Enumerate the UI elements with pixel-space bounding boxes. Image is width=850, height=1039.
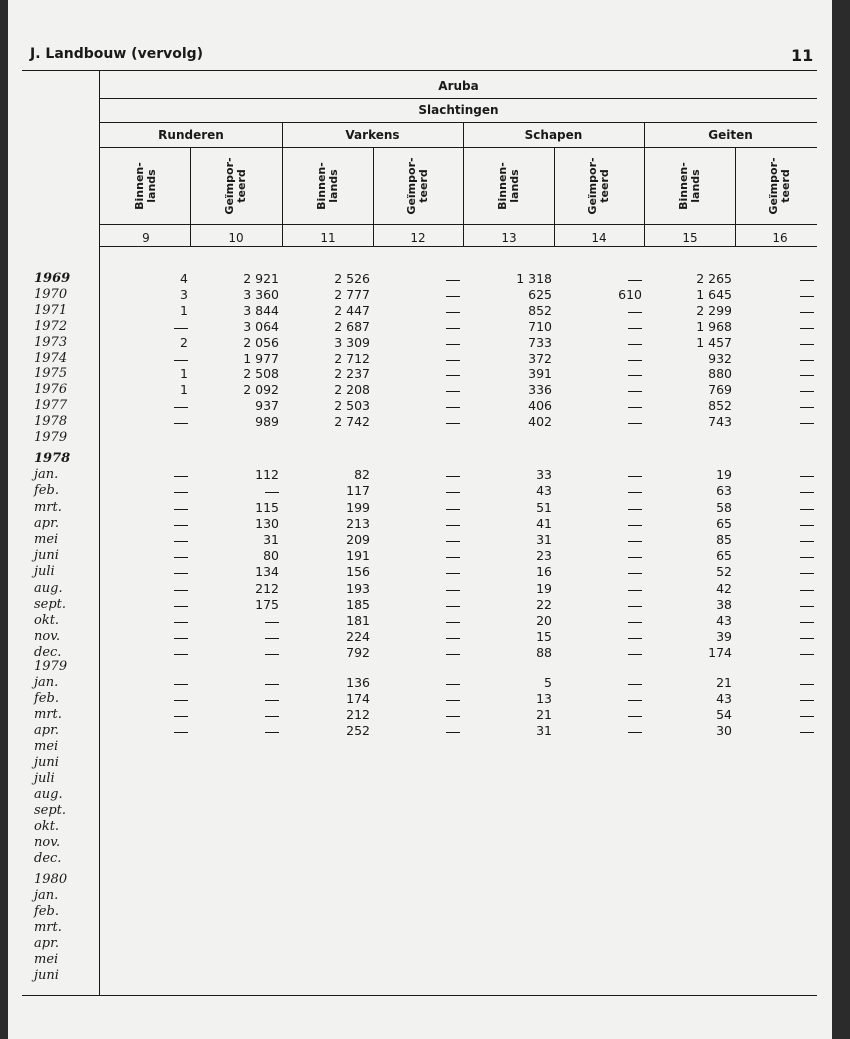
table-cell-dash <box>446 541 460 542</box>
row-label: mrt. <box>34 707 62 722</box>
column-number: 15 <box>682 231 698 245</box>
table-cell: 112 <box>255 467 279 483</box>
table-cell-dash <box>628 732 642 733</box>
table-cell: 31 <box>536 532 552 547</box>
table-cell: 39 <box>716 629 732 645</box>
table-cell-dash <box>446 573 460 574</box>
table-cell: 2 508 <box>243 366 279 382</box>
table-cell-dash <box>628 654 642 655</box>
table-cell-dash <box>174 622 188 623</box>
table-cell: 58 <box>716 499 732 515</box>
table-cell-dash <box>628 590 642 591</box>
table-cell-dash <box>174 684 188 685</box>
table-cell: 191 <box>346 548 370 564</box>
table-cell-dash <box>800 344 814 345</box>
table-cell-dash <box>174 700 188 701</box>
table-cell: 932 <box>708 350 732 366</box>
table-cell-dash <box>446 391 460 392</box>
col-rule-d <box>735 147 736 246</box>
table-cell: 3 360 <box>243 286 279 302</box>
table-cell-dash <box>174 525 188 526</box>
table-cell: 115 <box>255 499 279 515</box>
table-cell-dash <box>174 573 188 574</box>
table-cell: 52 <box>716 564 732 580</box>
table-cell: 224 <box>346 629 370 645</box>
table-cell: 212 <box>255 580 279 596</box>
column-number: 10 <box>228 231 244 245</box>
table-cell: 3 309 <box>334 334 370 350</box>
table-cell-dash <box>628 280 642 281</box>
table-cell-dash <box>628 638 642 639</box>
table-cell: 19 <box>536 580 552 596</box>
table-cell-dash <box>800 312 814 313</box>
table-cell: 2 447 <box>334 302 370 318</box>
table-cell: 33 <box>536 467 552 483</box>
row-label: jan. <box>34 675 59 690</box>
table-cell-dash <box>628 476 642 477</box>
table-cell-dash <box>446 606 460 607</box>
table-cell: 2 092 <box>243 382 279 398</box>
table-cell: 2 712 <box>334 350 370 366</box>
table-cell-dash <box>800 407 814 408</box>
table-cell-dash <box>628 423 642 424</box>
row-label: sept. <box>34 596 67 612</box>
table-cell-dash <box>174 606 188 607</box>
table-cell: 743 <box>708 414 732 430</box>
table-cell-dash <box>800 557 814 558</box>
table-cell-dash <box>174 716 188 717</box>
table-cell: 710 <box>528 318 552 334</box>
table-cell: 733 <box>528 334 552 350</box>
table-cell: 31 <box>536 723 552 738</box>
column-number: 12 <box>410 231 426 245</box>
table-cell-dash <box>174 476 188 477</box>
table-cell-dash <box>628 492 642 493</box>
table-cell: 769 <box>708 382 732 398</box>
table-cell: 2 208 <box>334 382 370 398</box>
table-cell: 43 <box>716 691 732 706</box>
table-cell-dash <box>800 525 814 526</box>
table-cell-dash <box>265 492 279 493</box>
row-label: feb. <box>34 691 59 706</box>
table-cell: 372 <box>528 350 552 366</box>
table-cell-dash <box>174 638 188 639</box>
row-label: 1970 <box>34 286 68 302</box>
table-cell-dash <box>800 590 814 591</box>
row-label: sept. <box>34 803 67 818</box>
table-cell: 610 <box>618 286 642 302</box>
table-cell: 130 <box>255 515 279 531</box>
table-cell-dash <box>628 606 642 607</box>
subcolumn-header: Binnen- lands <box>133 162 158 210</box>
row-label: juni <box>34 755 59 770</box>
table-cell-dash <box>800 732 814 733</box>
row-label: juni <box>34 548 59 564</box>
row-label: mei <box>34 532 59 547</box>
table-cell: 5 <box>544 675 552 690</box>
table-cell-dash <box>800 654 814 655</box>
table-cell: 21 <box>536 707 552 722</box>
table-cell-dash <box>174 492 188 493</box>
table-cell-dash <box>446 312 460 313</box>
table-cell: 174 <box>346 691 370 706</box>
table-cell-dash <box>800 296 814 297</box>
table-cell-dash <box>174 423 188 424</box>
table-cell-dash <box>446 638 460 639</box>
table-cell: 2 237 <box>334 366 370 382</box>
row-label: 1976 <box>34 382 68 398</box>
table-cell-dash <box>628 525 642 526</box>
table-cell-dash <box>446 476 460 477</box>
table-cell: 54 <box>716 707 732 722</box>
table-cell: 174 <box>708 645 732 661</box>
table-cell: 136 <box>346 675 370 690</box>
table-cell-dash <box>628 684 642 685</box>
table-cell-dash <box>174 328 188 329</box>
table-cell: 185 <box>346 596 370 612</box>
table-cell-dash <box>265 622 279 623</box>
row-label: nov. <box>34 629 61 645</box>
table-cell: 80 <box>263 548 279 564</box>
table-cell: 4 <box>180 271 188 286</box>
table-cell: 193 <box>346 580 370 596</box>
row-label: 1978 <box>34 451 71 466</box>
col-rule-b <box>373 147 374 246</box>
table-cell-dash <box>446 423 460 424</box>
table-cell-dash <box>446 509 460 510</box>
row-label: 1979 <box>34 659 68 674</box>
row-label: apr. <box>34 515 59 531</box>
row-label: 1972 <box>34 318 68 334</box>
row-label: okt. <box>34 613 60 628</box>
table-cell-dash <box>800 684 814 685</box>
row-label: 1973 <box>34 334 68 350</box>
row-label: 1978 <box>34 414 68 430</box>
row-label: mrt. <box>34 920 62 935</box>
table-cell: 852 <box>528 302 552 318</box>
table-cell: 85 <box>716 532 732 547</box>
table-cell: 2 777 <box>334 286 370 302</box>
subcolumn-header: Binnen- lands <box>315 162 340 210</box>
stub-rule <box>99 70 100 995</box>
table-cell-dash <box>800 622 814 623</box>
table-cell-dash <box>628 312 642 313</box>
table-cell-dash <box>265 638 279 639</box>
table-cell-dash <box>174 732 188 733</box>
table-cell-dash <box>628 407 642 408</box>
table-cell: 31 <box>263 532 279 547</box>
table-cell-dash <box>174 407 188 408</box>
subcolumn-header: Geïmpor- teerd <box>405 157 430 215</box>
subcolumn-header: Geïmpor- teerd <box>586 157 611 215</box>
table-cell: 880 <box>708 366 732 382</box>
rule-below-aruba <box>100 98 817 99</box>
column-number: 9 <box>142 231 150 245</box>
table-cell-dash <box>446 407 460 408</box>
table-cell: 2 265 <box>696 271 732 286</box>
column-number: 16 <box>772 231 788 245</box>
table-cell: 252 <box>346 723 370 738</box>
table-cell: 156 <box>346 564 370 580</box>
table-cell: 406 <box>528 398 552 414</box>
table-cell-dash <box>265 654 279 655</box>
group-header: Aruba <box>438 79 479 93</box>
page-number: 11 <box>791 46 814 65</box>
table-cell-dash <box>800 606 814 607</box>
table-cell-dash <box>628 360 642 361</box>
table-cell: 213 <box>346 515 370 531</box>
table-cell-dash <box>628 509 642 510</box>
table-cell-dash <box>446 360 460 361</box>
table-cell: 22 <box>536 596 552 612</box>
table-cell: 989 <box>255 414 279 430</box>
row-label: jan. <box>34 467 59 483</box>
animal-header-schapen: Schapen <box>524 128 583 142</box>
table-cell: 209 <box>346 532 370 547</box>
table-cell-dash <box>800 360 814 361</box>
animal-header-runderen: Runderen <box>158 128 224 142</box>
table-cell: 402 <box>528 414 552 430</box>
col-rule-a <box>190 147 191 246</box>
table-cell-dash <box>446 296 460 297</box>
rule-below-colnums <box>100 246 817 247</box>
table-cell-dash <box>800 492 814 493</box>
table-cell: 20 <box>536 613 552 628</box>
subcolumn-header: Binnen- lands <box>496 162 521 210</box>
table-cell-dash <box>446 525 460 526</box>
rule-below-animals <box>100 147 817 148</box>
table-cell-dash <box>800 476 814 477</box>
table-cell: 2 <box>180 334 188 350</box>
table-cell: 65 <box>716 548 732 564</box>
table-cell: 1 645 <box>696 286 732 302</box>
table-cell: 65 <box>716 515 732 531</box>
row-label: aug. <box>34 787 63 802</box>
table-cell-dash <box>174 557 188 558</box>
table-cell: 1 318 <box>516 271 552 286</box>
table-cell-dash <box>174 360 188 361</box>
table-cell-dash <box>628 541 642 542</box>
table-cell: 43 <box>716 613 732 628</box>
table-cell-dash <box>800 509 814 510</box>
row-label: juli <box>34 771 55 786</box>
table-cell: 2 503 <box>334 398 370 414</box>
row-label: 1974 <box>34 350 68 366</box>
table-cell-dash <box>446 328 460 329</box>
table-cell-dash <box>628 573 642 574</box>
table-cell-dash <box>446 700 460 701</box>
table-cell: 38 <box>716 596 732 612</box>
table-cell: 16 <box>536 564 552 580</box>
table-cell: 3 844 <box>243 302 279 318</box>
table-cell: 88 <box>536 645 552 661</box>
table-cell: 134 <box>255 564 279 580</box>
table-cell: 1 <box>180 382 188 398</box>
row-label: 1977 <box>34 398 68 414</box>
table-cell: 51 <box>536 499 552 515</box>
table-cell: 3 <box>180 286 188 302</box>
table-cell: 391 <box>528 366 552 382</box>
table-cell-dash <box>800 638 814 639</box>
table-cell: 2 921 <box>243 271 279 286</box>
row-label: okt. <box>34 819 60 834</box>
table-cell-dash <box>628 700 642 701</box>
top-rule <box>22 70 817 71</box>
table-cell: 336 <box>528 382 552 398</box>
subcolumn-header: Geïmpor- teerd <box>767 157 792 215</box>
column-number: 11 <box>320 231 336 245</box>
table-cell-dash <box>800 700 814 701</box>
table-cell-dash <box>446 557 460 558</box>
table-cell: 2 742 <box>334 414 370 430</box>
table-cell-dash <box>800 423 814 424</box>
document-page <box>8 0 832 1039</box>
subcolumn-header: Geïmpor- teerd <box>223 157 248 215</box>
table-cell-dash <box>446 492 460 493</box>
table-cell: 30 <box>716 723 732 738</box>
table-cell-dash <box>628 344 642 345</box>
table-cell-dash <box>174 541 188 542</box>
row-label: 1969 <box>34 271 71 286</box>
table-cell-dash <box>628 375 642 376</box>
table-cell: 175 <box>255 596 279 612</box>
table-cell-dash <box>174 590 188 591</box>
table-cell-dash <box>446 590 460 591</box>
table-cell: 1 <box>180 366 188 382</box>
bottom-rule <box>22 995 817 996</box>
row-label: dec. <box>34 851 62 866</box>
table-cell: 1 977 <box>243 350 279 366</box>
row-label: mei <box>34 952 59 967</box>
row-label: aug. <box>34 580 63 596</box>
row-label: nov. <box>34 835 61 850</box>
table-cell-dash <box>265 700 279 701</box>
row-label: mrt. <box>34 499 62 515</box>
table-cell: 13 <box>536 691 552 706</box>
table-cell: 3 064 <box>243 318 279 334</box>
table-cell: 43 <box>536 483 552 499</box>
table-cell-dash <box>800 375 814 376</box>
table-cell: 42 <box>716 580 732 596</box>
rule-below-subcols <box>100 224 817 225</box>
table-cell-dash <box>800 280 814 281</box>
table-cell-dash <box>800 716 814 717</box>
row-label: 1980 <box>34 872 68 887</box>
section-title: J. Landbouw (vervolg) <box>30 46 204 62</box>
column-number: 13 <box>501 231 517 245</box>
table-cell-dash <box>446 375 460 376</box>
animal-header-varkens: Varkens <box>345 128 400 142</box>
table-cell-dash <box>265 732 279 733</box>
table-cell-dash <box>174 654 188 655</box>
table-cell-dash <box>800 541 814 542</box>
table-cell-dash <box>446 716 460 717</box>
table-cell-dash <box>446 654 460 655</box>
table-cell-dash <box>628 328 642 329</box>
table-cell-dash <box>800 573 814 574</box>
table-cell: 2 526 <box>334 271 370 286</box>
table-cell: 2 687 <box>334 318 370 334</box>
table-cell-dash <box>800 391 814 392</box>
subgroup-header: Slachtingen <box>418 103 499 117</box>
animal-header-geiten: Geiten <box>708 128 753 142</box>
row-label: apr. <box>34 936 59 951</box>
row-label: dec. <box>34 645 62 661</box>
table-cell-dash <box>446 280 460 281</box>
row-label: juli <box>34 564 55 580</box>
table-cell: 1 457 <box>696 334 732 350</box>
table-cell: 625 <box>528 286 552 302</box>
column-number: 14 <box>591 231 607 245</box>
table-cell-dash <box>265 716 279 717</box>
table-cell-dash <box>446 344 460 345</box>
col-rule-c <box>554 147 555 246</box>
table-cell: 21 <box>716 675 732 690</box>
rule-below-slachtingen <box>100 122 817 123</box>
table-cell-dash <box>628 622 642 623</box>
row-label: jan. <box>34 888 59 903</box>
table-cell: 1 <box>180 302 188 318</box>
row-label: mei <box>34 739 59 754</box>
table-cell: 23 <box>536 548 552 564</box>
table-cell: 117 <box>346 483 370 499</box>
table-cell: 212 <box>346 707 370 722</box>
table-cell: 852 <box>708 398 732 414</box>
table-cell-dash <box>174 509 188 510</box>
row-label: 1975 <box>34 366 68 382</box>
table-cell-dash <box>446 684 460 685</box>
table-cell-dash <box>446 622 460 623</box>
row-label: 1979 <box>34 430 68 445</box>
table-cell-dash <box>446 732 460 733</box>
table-cell: 199 <box>346 499 370 515</box>
table-cell: 792 <box>346 645 370 661</box>
table-cell-dash <box>628 716 642 717</box>
table-cell: 15 <box>536 629 552 645</box>
row-label: apr. <box>34 723 59 738</box>
row-label: 1971 <box>34 302 68 318</box>
row-label: juni <box>34 968 59 983</box>
row-label: feb. <box>34 904 59 919</box>
row-label: feb. <box>34 483 59 499</box>
table-cell: 2 299 <box>696 302 732 318</box>
table-cell: 63 <box>716 483 732 499</box>
table-cell: 181 <box>346 613 370 628</box>
table-cell-dash <box>265 684 279 685</box>
subcolumn-header: Binnen- lands <box>677 162 702 210</box>
table-cell: 1 968 <box>696 318 732 334</box>
table-cell-dash <box>628 391 642 392</box>
table-cell: 82 <box>354 467 370 483</box>
table-cell: 19 <box>716 467 732 483</box>
table-cell-dash <box>628 557 642 558</box>
table-cell: 41 <box>536 515 552 531</box>
table-cell: 937 <box>255 398 279 414</box>
table-cell: 2 056 <box>243 334 279 350</box>
table-cell-dash <box>800 328 814 329</box>
